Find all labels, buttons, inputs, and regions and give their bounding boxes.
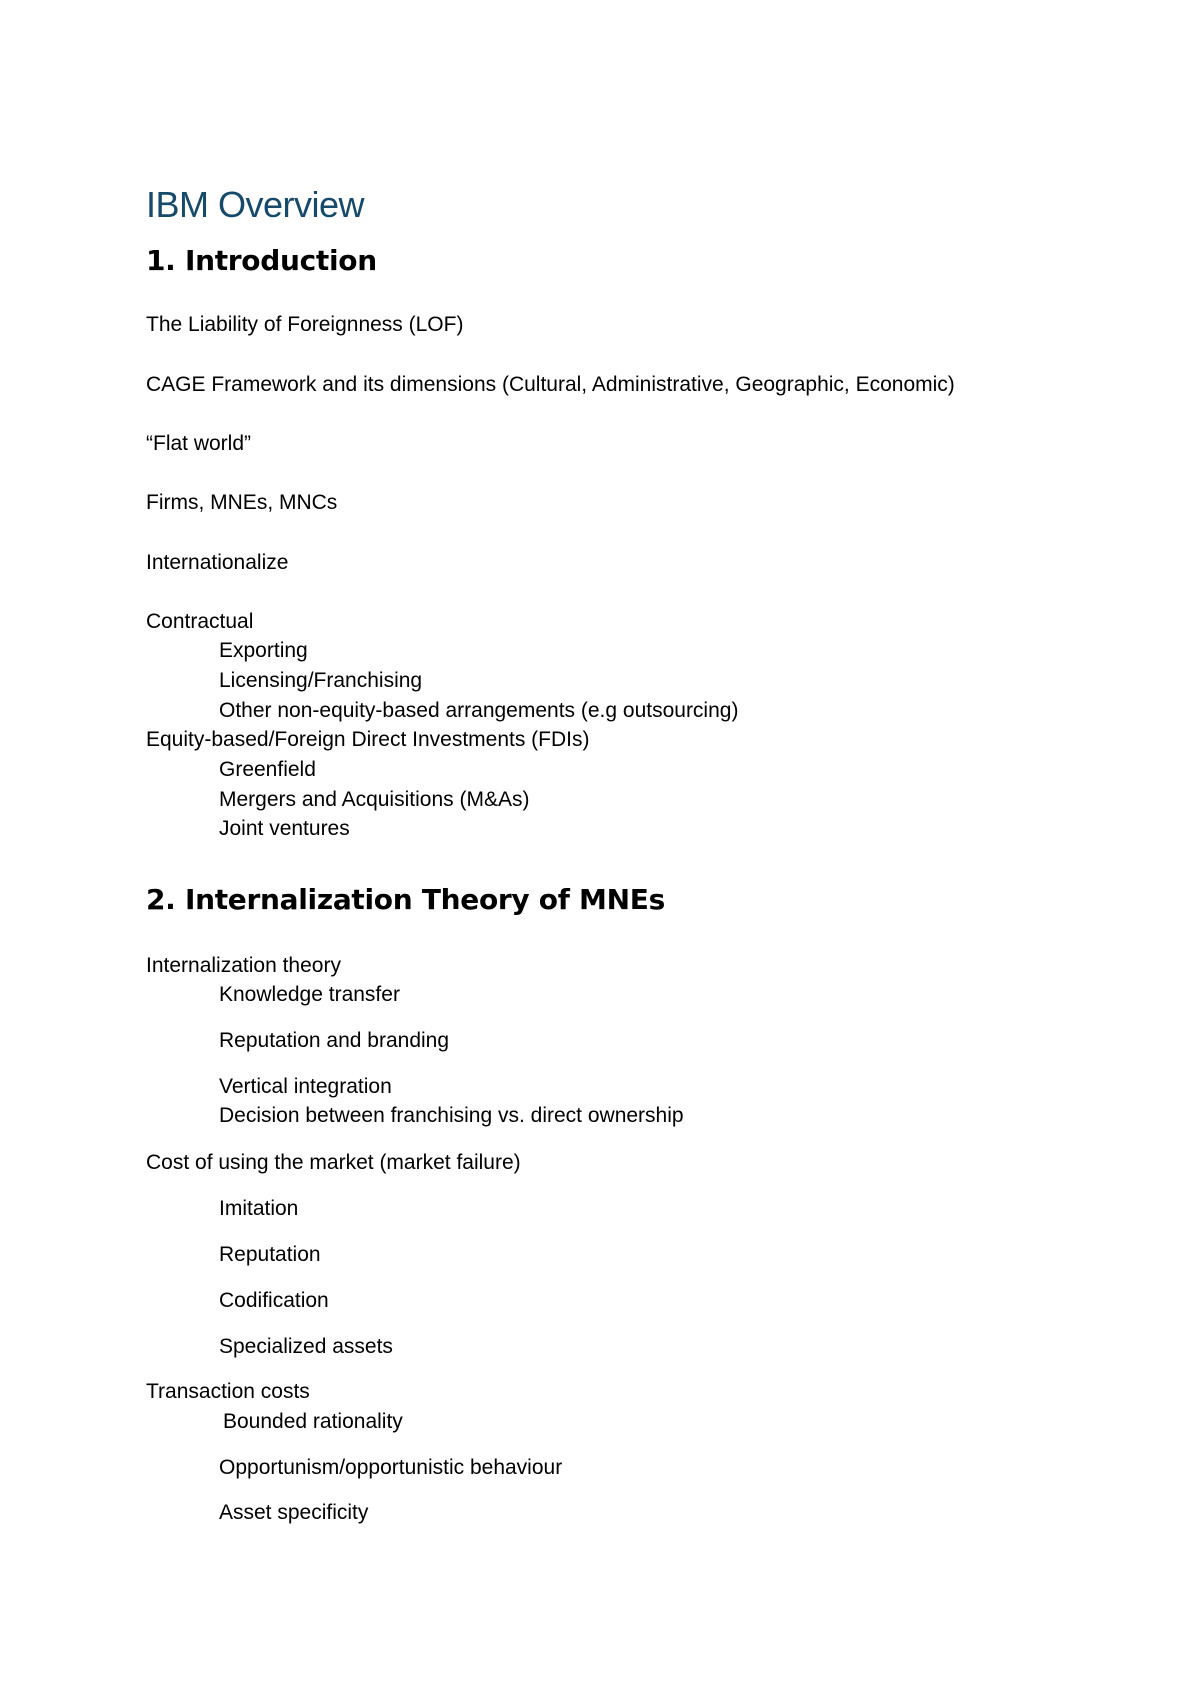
sub-item: Bounded rationality	[223, 1410, 403, 1433]
text-line: Firms, MNEs, MNCs	[146, 491, 338, 514]
sub-item: Vertical integration	[219, 1075, 392, 1098]
sub-item: Other non-equity-based arrangements (e.g outsourcing)	[219, 699, 739, 722]
sub-item: Licensing/Franchising	[219, 669, 423, 692]
text-line: CAGE Framework and its dimensions (Cultural, Administrative, Geographic, Economic)	[146, 373, 955, 396]
text-line: Internationalize	[146, 551, 289, 574]
sub-item: Imitation	[219, 1197, 299, 1220]
sub-item: Greenfield	[219, 758, 316, 781]
section-heading-internalization: 2. Internalization Theory of MNEs	[146, 883, 665, 916]
sub-item: Asset specificity	[219, 1501, 369, 1524]
section-heading-introduction: 1. Introduction	[146, 244, 377, 277]
sub-item: Knowledge transfer	[219, 983, 400, 1006]
group-label-equity: Equity-based/Foreign Direct Investments (FDIs)	[146, 728, 590, 751]
group-label-theory: Internalization theory	[146, 954, 341, 977]
sub-item: Specialized assets	[219, 1335, 393, 1358]
document-title: IBM Overview	[146, 184, 365, 225]
group-label-transaction: Transaction costs	[146, 1380, 310, 1403]
group-label-contractual: Contractual	[146, 610, 254, 633]
sub-item: Joint ventures	[219, 817, 350, 840]
text-line: The Liability of Foreignness (LOF)	[146, 313, 464, 336]
sub-item: Codification	[219, 1289, 329, 1312]
sub-item: Mergers and Acquisitions (M&As)	[219, 788, 530, 811]
text-line: “Flat world”	[146, 432, 252, 455]
sub-item: Reputation and branding	[219, 1029, 450, 1052]
sub-item: Decision between franchising vs. direct ownership	[219, 1104, 684, 1127]
group-label-market-cost: Cost of using the market (market failure)	[146, 1151, 521, 1174]
sub-item: Exporting	[219, 639, 308, 662]
sub-item: Reputation	[219, 1243, 321, 1266]
sub-item: Opportunism/opportunistic behaviour	[219, 1456, 563, 1479]
